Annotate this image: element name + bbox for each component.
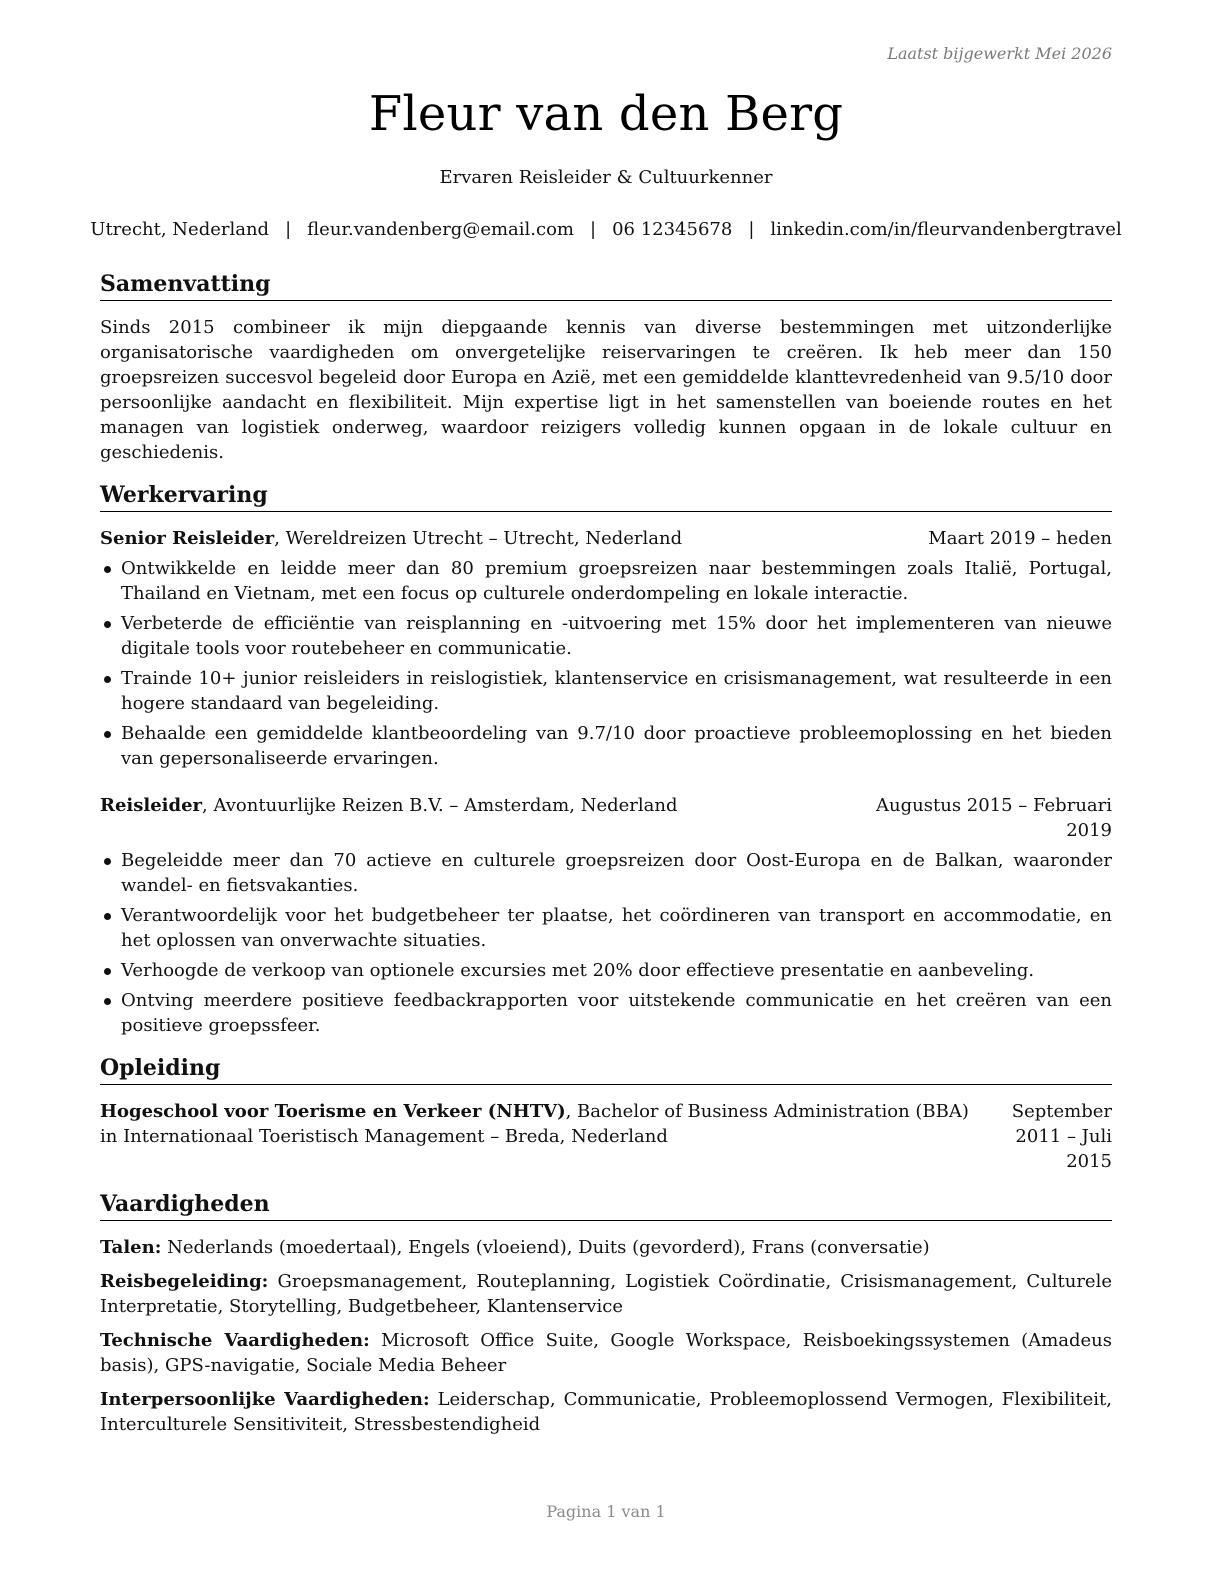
section-skills xyxy=(100,1190,1112,1437)
section-title-education: Opleiding xyxy=(100,1054,1112,1085)
job-bullet: Verhoogde de verkoop van optionele excursies met 20% door effectieve presentatie en aanbeveling. xyxy=(100,958,1112,983)
contact-line xyxy=(88,219,1124,240)
skill-label: Talen: xyxy=(100,1237,162,1258)
bullet-icon xyxy=(104,731,111,738)
skill-label: Interpersoonlijke Vaardigheden: xyxy=(100,1389,430,1410)
job-bullet: Verantwoordelijk voor het budgetbeheer ter plaatse, het coördineren van transport en accommodatie, en het oplossen van onverwachte situaties. xyxy=(100,903,1112,953)
education-dates: September 2011 – Juli 2015 xyxy=(1011,1101,1112,1172)
skill-row xyxy=(100,1269,1112,1319)
section-title-experience: Werkervaring xyxy=(100,481,1112,512)
skill-value: Nederlands (moedertaal), Engels (vloeiend), Duits (gevorderd), Frans (conversatie) xyxy=(161,1237,930,1258)
contact-phone: 06 12345678 xyxy=(612,219,733,240)
skill-label: Reisbegeleiding: xyxy=(100,1271,269,1292)
contact-separator: | xyxy=(285,219,292,240)
page-number: Pagina 1 van 1 xyxy=(546,1502,666,1521)
education-entry xyxy=(100,1099,1112,1174)
skill-row xyxy=(100,1328,1112,1378)
candidate-name: Fleur van den Berg xyxy=(368,86,844,142)
last-updated: Laatst bijgewerkt Mei 2026 xyxy=(887,44,1112,63)
job-bullet: Verbeterde de efficiëntie van reisplanning en -uitvoering met 15% door het implementeren van nieuwe digitale tools voor routebeheer en communicatie. xyxy=(100,611,1112,661)
bullet-icon xyxy=(104,913,111,920)
bullet-icon xyxy=(104,676,111,683)
job-dates: Maart 2019 – heden xyxy=(928,528,1112,549)
section-education xyxy=(100,1054,1112,1174)
section-summary xyxy=(100,270,1112,465)
education-degree: , Bachelor of Business Administration (BBA) in Internationaal Toeristisch Management – Breda, Nederland xyxy=(100,1101,969,1147)
section-title-skills: Vaardigheden xyxy=(100,1190,1112,1221)
education-school: Hogeschool voor Toerisme en Verkeer (NHTV) xyxy=(100,1101,566,1122)
skill-value: Microsoft Office Suite, Google Workspace, Reisboekingssystemen (Amadeus basis), GPS-navigatie, Sociale Media Beheer xyxy=(100,1330,1113,1376)
job-bullet: Trainde 10+ junior reisleiders in reislogistiek, klantenservice en crisismanagement, wat resulteerde in een hogere standaard van begeleiding. xyxy=(100,666,1112,716)
contact-separator: | xyxy=(590,219,597,240)
skill-row xyxy=(100,1387,1112,1437)
job-header xyxy=(100,793,1112,843)
job-dates: Augustus 2015 – Februari 2019 xyxy=(876,795,1112,841)
job-bullet: Begeleidde meer dan 70 actieve en culturele groepsreizen door Oost-Europa en de Balkan, waaronder wandel- en fietsvakanties. xyxy=(100,848,1112,898)
summary-text: Sinds 2015 combineer ik mijn diepgaande kennis van diverse bestemmingen met uitzonderlijke organisatorische vaardigheden om onvergetelijke reiservaringen te creëren. Ik heb meer dan 150 groepsreizen succesvol begeleid door Europa en Azië, met een gemiddelde klanttevredenheid van 9.5/10 door persoonlijke aandacht en flexibiliteit. Mijn expertise ligt in het samenstellen van boeiende routes en het managen van logistiek onderweg, waardoor reizigers volledig kunnen opgaan in de lokale cultuur en geschiedenis. xyxy=(100,317,1112,463)
job-company: , Avontuurlijke Reizen B.V. – Amsterdam, Nederland xyxy=(202,795,678,816)
bullet-icon xyxy=(104,998,111,1005)
resume-page xyxy=(90,0,1122,1584)
job-role: Reisleider xyxy=(100,795,203,816)
skill-value: Leiderschap, Communicatie, Probleemoplossend Vermogen, Flexibiliteit, Interculturele Sensitiviteit, Stressbestendigheid xyxy=(100,1389,1112,1435)
job-bullets xyxy=(100,556,1112,771)
job-header xyxy=(100,526,1112,551)
bullet-icon xyxy=(104,968,111,975)
job-bullet: Behaalde een gemiddelde klantbeoordeling van 9.7/10 door proactieve probleemoplossing en het bieden van gepersonaliseerde ervaringen. xyxy=(100,721,1112,771)
skill-row xyxy=(100,1235,1112,1260)
job-bullet: Ontwikkelde en leidde meer dan 80 premium groepsreizen naar bestemmingen zoals Italië, Portugal, Thailand en Vietnam, met een focus op culturele onderdompeling en lokale interactie. xyxy=(100,556,1112,606)
contact-linkedin[interactable]: linkedin.com/in/fleurvandenbergtravel xyxy=(770,219,1122,240)
job-company: , Wereldreizen Utrecht – Utrecht, Nederland xyxy=(274,528,683,549)
bullet-icon xyxy=(104,566,111,573)
contact-separator: | xyxy=(748,219,755,240)
job-bullets xyxy=(100,848,1112,1038)
skill-label: Technische Vaardigheden: xyxy=(100,1330,370,1351)
contact-city: Utrecht, Nederland xyxy=(90,219,270,240)
job-bullet: Ontving meerdere positieve feedbackrapporten voor uitstekende communicatie en het creëren van een positieve groepssfeer. xyxy=(100,988,1112,1038)
resume-content xyxy=(100,270,1112,1437)
contact-email[interactable]: fleur.vandenberg@email.com xyxy=(307,219,574,240)
candidate-subtitle: Ervaren Reisleider & Cultuurkenner xyxy=(439,167,773,188)
section-title-summary: Samenvatting xyxy=(100,270,1112,301)
bullet-icon xyxy=(104,858,111,865)
bullet-icon xyxy=(104,621,111,628)
skill-value: Groepsmanagement, Routeplanning, Logistiek Coördinatie, Crisismanagement, Culturele Interpretatie, Storytelling, Budgetbeheer, Klantenservice xyxy=(100,1271,1112,1317)
job-role: Senior Reisleider xyxy=(100,528,275,549)
section-experience xyxy=(100,481,1112,1038)
